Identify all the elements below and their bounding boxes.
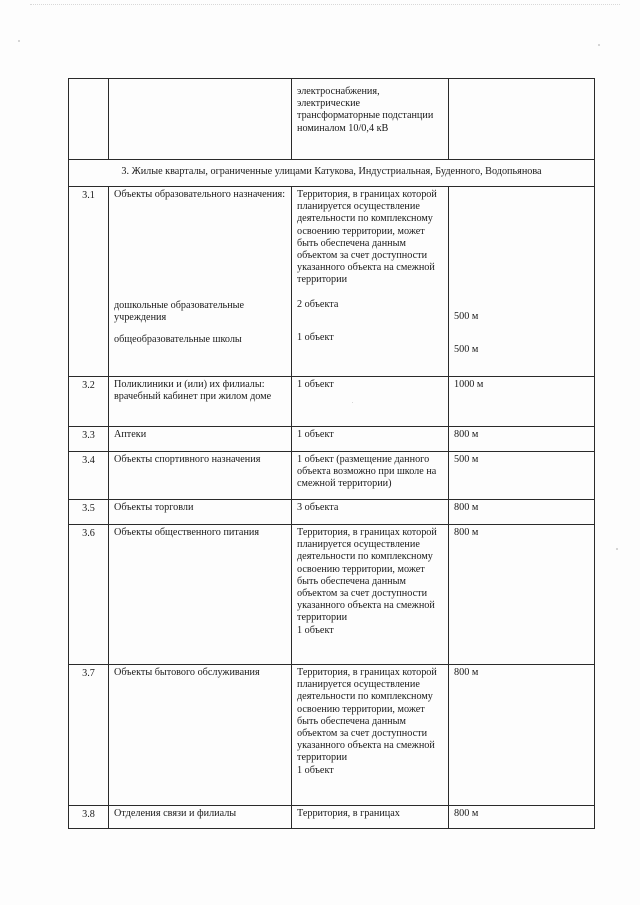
sub-item-distance: 500 м [454,311,479,322]
row-distance: 1000 м [449,377,595,427]
row-distance: 800 м [449,806,595,829]
row-number: 3.3 [69,427,109,452]
section-title: 3. Жилые кварталы, ограниченные улицами Катукова, Индустриальная, Буденного, Водопьянова [69,160,595,187]
row-value: 1 объект (размещение данного объекта возможно при школе на смежной территории) [292,452,449,500]
row-number: 3.7 [69,665,109,806]
row-value [292,187,449,377]
row-value: 3 объекта [292,500,449,525]
table-row [69,806,595,829]
table-row [69,525,595,665]
table-row [69,665,595,806]
row-number: 3.8 [69,806,109,829]
row-value [292,525,449,665]
scan-speck [18,40,20,42]
sub-item-value: 2 объекта [297,298,339,310]
row-number: 3.6 [69,525,109,665]
row-distance: 800 м [449,525,595,665]
row-number: 3.1 [69,187,109,377]
row-name: Поликлиники и (или) их филиалы: врачебный кабинет при жилом доме [109,377,292,427]
scan-speck [598,44,600,46]
row-number [69,79,109,160]
row-value-count: 1 объект [297,764,334,776]
row-value-text: Территория, в границах которой планируется осуществление деятельности по комплексному освоению территории, может быть обеспечена данным объектом за счет доступности указанного объекта на смежной территории [297,189,437,286]
row-name: Объекты спортивного назначения [109,452,292,500]
row-name: Отделения связи и филиалы [109,806,292,829]
row-distance: 500 м [449,452,595,500]
row-distance [449,187,595,377]
row-value: 1 объект [292,377,449,427]
section-row [69,160,595,187]
row-value: Территория, в границах [292,806,449,829]
row-value-text: Территория, в границах которой планируется осуществление деятельности по комплексному освоению территории, может быть обеспечена данным объектом за счет доступности указанного объекта на смежной территории [297,667,437,764]
row-name: Аптеки [109,427,292,452]
row-name-text: Объекты образовательного назначения: [114,189,286,200]
row-name [109,187,292,377]
row-name: Объекты общественного питания [109,525,292,665]
table-row [69,79,595,160]
row-distance: 800 м [449,665,595,806]
table-row [69,427,595,452]
row-name [109,79,292,160]
row-name: Объекты торговли [109,500,292,525]
row-distance: 800 м [449,500,595,525]
scan-edge-line [30,4,620,5]
row-value: электроснабжения, электрические трансформаторные подстанции номиналом 10/0,4 кВ [292,79,449,160]
row-value: 1 объект [292,427,449,452]
row-value-count: 1 объект [297,624,334,636]
row-number: 3.2 [69,377,109,427]
table-row [69,500,595,525]
row-value [292,665,449,806]
table-row [69,377,595,427]
sub-item-value: 1 объект [297,331,334,343]
row-value-text: Территория, в границах которой планируется осуществление деятельности по комплексному освоению территории, может быть обеспечена данным объектом за счет доступности указанного объекта на смежной территории [297,527,437,624]
table-row [69,452,595,500]
row-name: Объекты бытового обслуживания [109,665,292,806]
scan-speck [616,548,618,550]
row-number: 3.4 [69,452,109,500]
sub-item-name: дошкольные образовательные учреждения [114,300,245,324]
sub-item-name: общеобразовательные школы [114,333,242,345]
table-row [69,187,595,377]
row-distance [449,79,595,160]
row-distance: 800 м [449,427,595,452]
objects-table [68,78,595,829]
sub-item-distance: 500 м [454,344,479,356]
row-number: 3.5 [69,500,109,525]
